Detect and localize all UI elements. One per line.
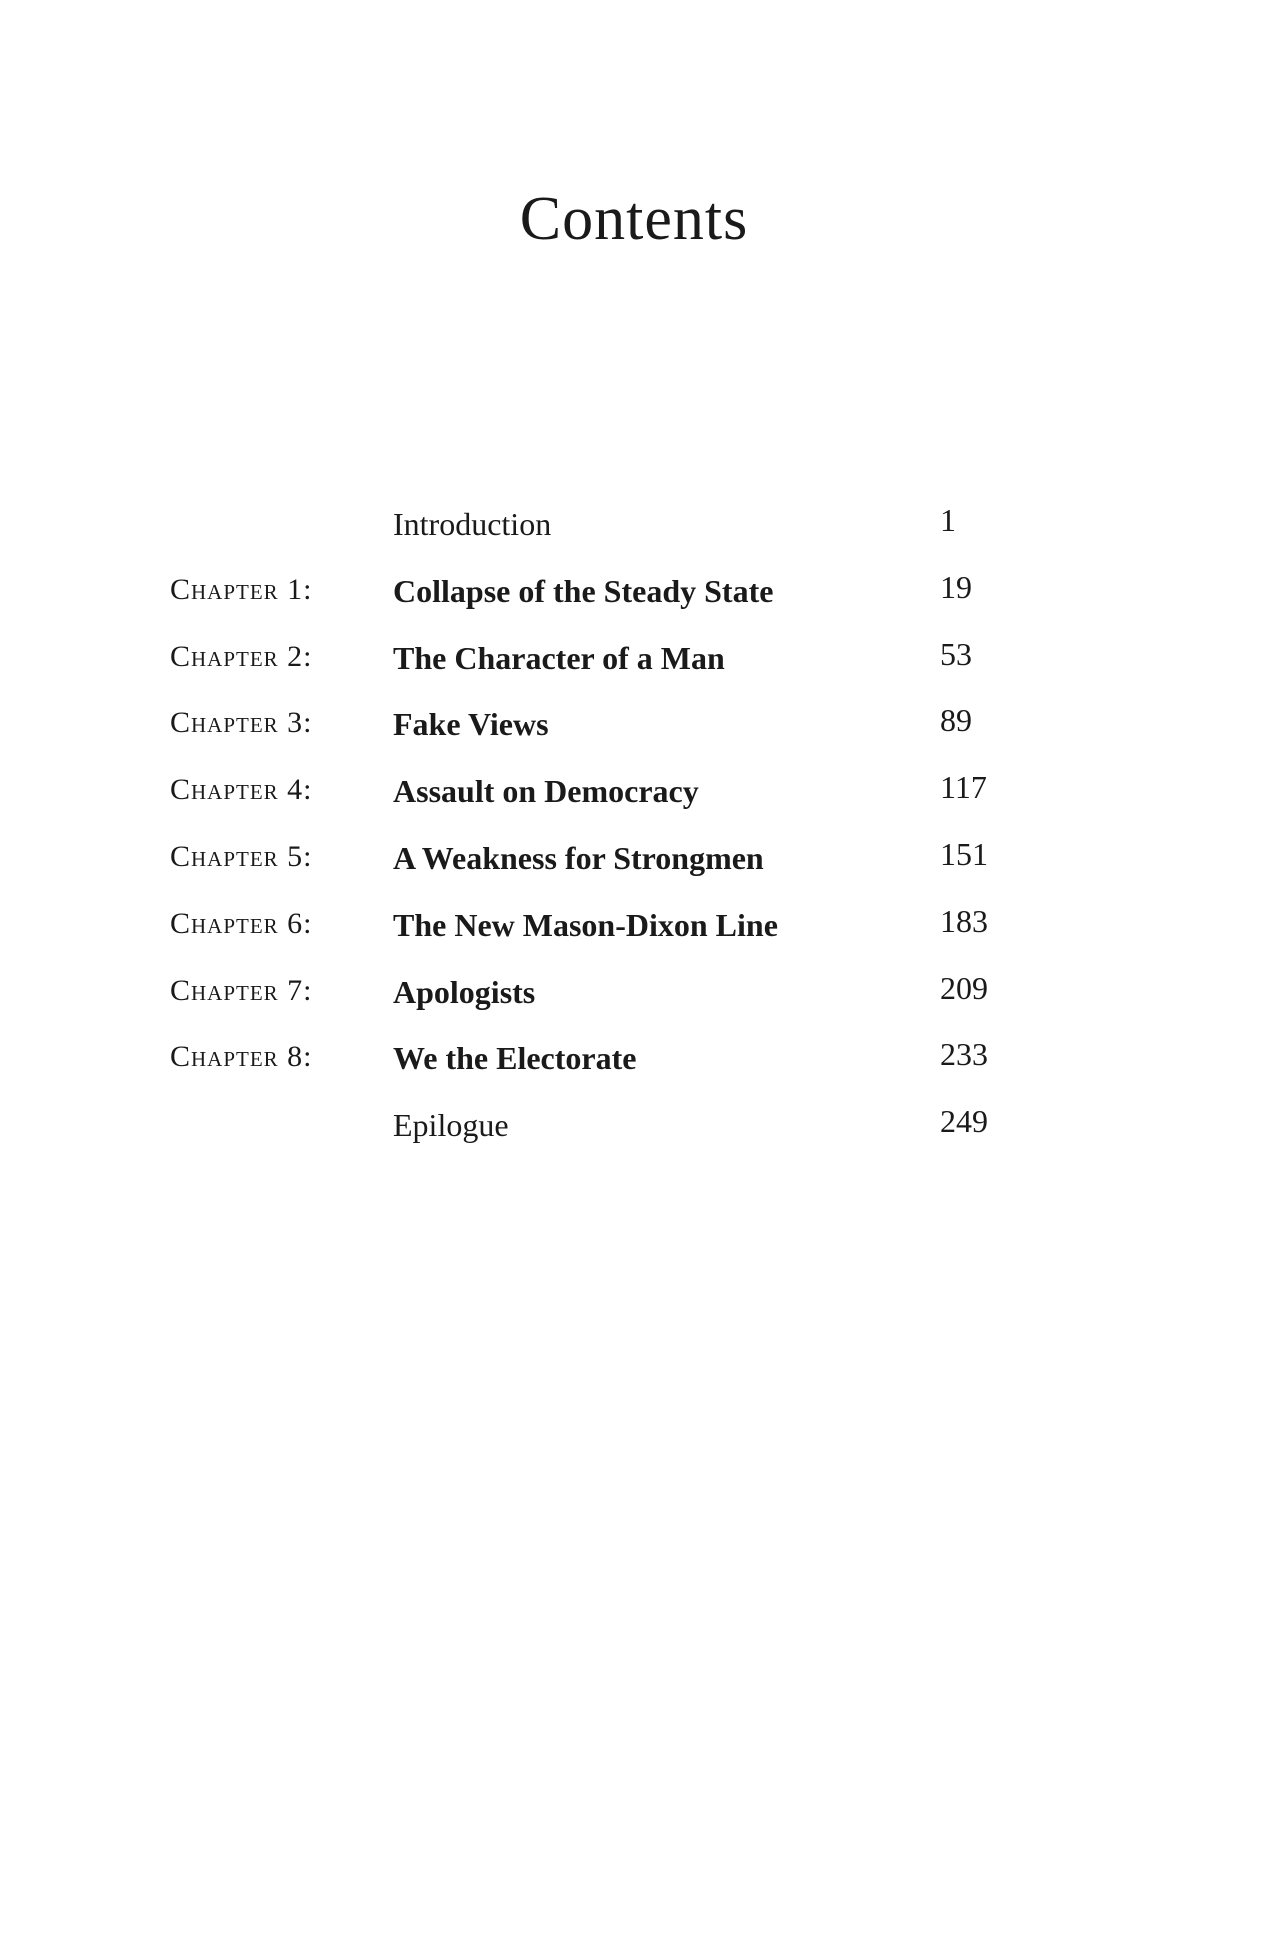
chapter-label: Chapter 4:: [170, 773, 313, 807]
toc-entry-chapter-5: [0, 835, 1268, 909]
page-number: 89: [940, 702, 972, 739]
entry-title: Collapse of the Steady State: [393, 572, 774, 609]
chapter-label: Chapter 1:: [170, 572, 313, 606]
chapter-label: Chapter 6:: [170, 906, 313, 940]
page-number: 117: [940, 769, 987, 806]
entry-title: Fake Views: [393, 706, 549, 743]
toc-entry-introduction: [0, 502, 1268, 575]
page-number: 151: [940, 835, 988, 872]
table-of-contents: [0, 502, 1268, 1176]
entry-title: Epilogue: [393, 1107, 509, 1144]
page-title: Contents: [519, 185, 749, 253]
toc-entry-chapter-2: [0, 635, 1268, 709]
entry-title: We the Electorate: [393, 1040, 637, 1077]
chapter-label: Chapter 5:: [170, 839, 313, 873]
toc-entry-chapter-8: [0, 1036, 1268, 1109]
entry-title: A Weakness for Strongmen: [393, 839, 764, 876]
entry-title: Apologists: [393, 973, 536, 1010]
toc-entry-chapter-3: [0, 702, 1268, 775]
toc-entry-chapter-7: [0, 969, 1268, 1043]
entry-title: The New Mason-Dixon Line: [393, 906, 778, 943]
page-number: 233: [940, 1036, 988, 1073]
entry-title: Assault on Democracy: [393, 773, 699, 810]
page-number: 249: [940, 1103, 988, 1140]
page-number: 209: [940, 969, 988, 1006]
chapter-label: Chapter 2:: [170, 639, 313, 673]
page-number: 183: [940, 902, 988, 939]
chapter-label: Chapter 3:: [170, 706, 313, 740]
toc-entry-chapter-4: [0, 769, 1268, 842]
entry-title: The Character of a Man: [393, 639, 725, 676]
page-number: 19: [940, 568, 972, 605]
toc-entry-chapter-6: [0, 902, 1268, 976]
chapter-label: Chapter 7:: [170, 973, 313, 1007]
entry-title: Introduction: [393, 506, 552, 542]
toc-entry-chapter-1: [0, 568, 1268, 642]
chapter-label: Chapter 8:: [170, 1040, 313, 1074]
page-number: 1: [940, 502, 956, 538]
toc-entry-epilogue: [0, 1103, 1268, 1176]
page-number: 53: [940, 635, 972, 672]
